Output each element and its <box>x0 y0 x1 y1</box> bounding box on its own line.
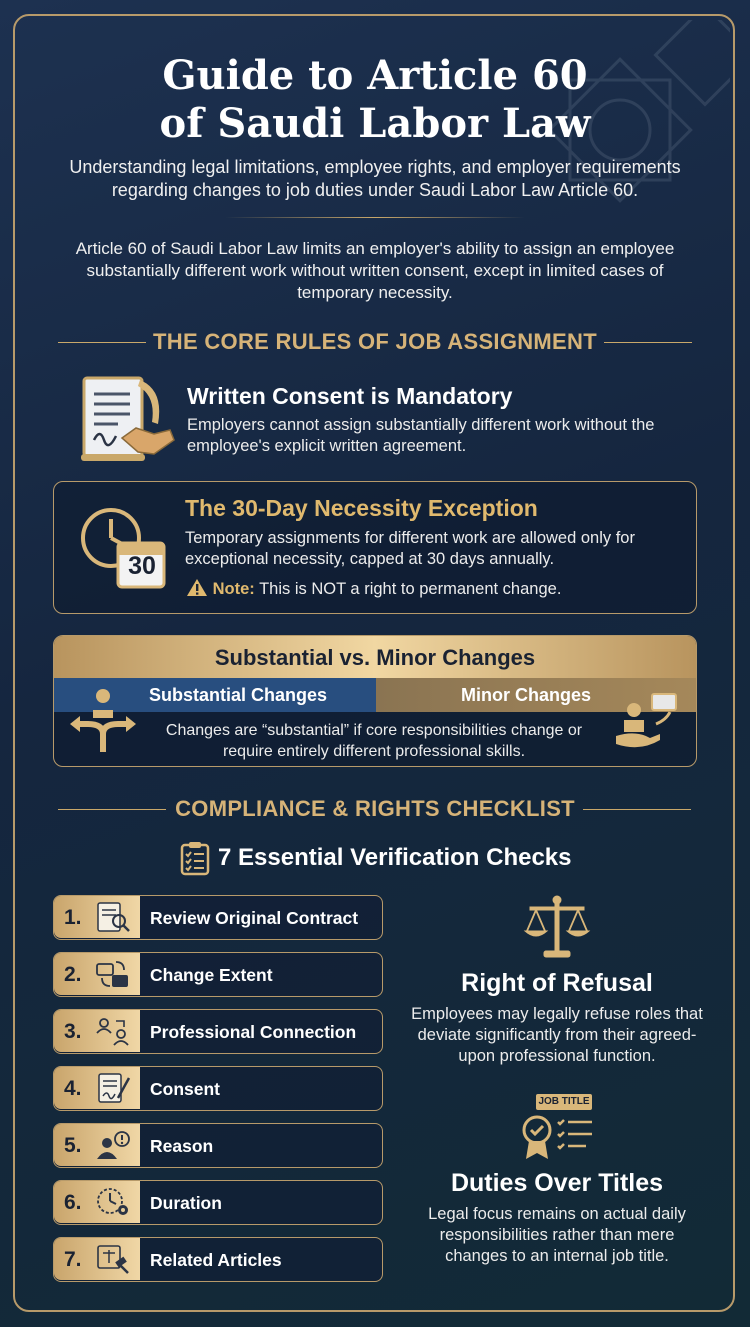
clipboard-checklist-icon <box>180 840 210 876</box>
person-alert-icon <box>94 1129 132 1161</box>
heading-line-left <box>58 809 166 810</box>
heading-line-left <box>58 342 146 343</box>
check-number: 3. <box>64 1020 82 1043</box>
check-item-3 <box>53 1009 383 1054</box>
heading-line-right <box>583 809 691 810</box>
check-number: 4. <box>64 1077 82 1100</box>
check-item-1 <box>53 895 383 940</box>
checklist-heading <box>0 796 750 822</box>
heading-line-right <box>604 342 692 343</box>
consent-text: Employers cannot assign substantially different work without the employee's explicit written agreement. <box>187 416 655 455</box>
necessity-title: The 30-Day Necessity Exception <box>185 495 538 521</box>
duties-title: Duties Over Titles <box>450 1169 664 1197</box>
job-title-badge: JOB TITLE <box>536 1094 592 1110</box>
people-connection-icon <box>94 1015 132 1047</box>
check-label: Consent <box>150 1079 220 1099</box>
consent-title: Written Consent is Mandatory <box>187 383 513 409</box>
necessity-note <box>186 578 561 599</box>
calendar-number: 30 <box>128 552 156 580</box>
check-label: Duration <box>150 1193 222 1213</box>
necessity-text: Temporary assignments for different work are allowed only for exceptional necessity, capped at 30 days annually. <box>185 529 635 568</box>
check-number: 7. <box>64 1248 82 1271</box>
page-subtitle: Understanding legal limitations, employee rights, and employer requirements regarding changes to job duties under Saudi Labor Law Article 60. <box>69 157 681 200</box>
check-label: Related Articles <box>150 1250 282 1270</box>
check-number: 2. <box>64 963 82 986</box>
core-rules-heading <box>0 329 750 355</box>
comparison-title: Substantial vs. Minor Changes <box>54 636 696 678</box>
divider <box>225 217 525 218</box>
refusal-title: Right of Refusal <box>461 969 653 997</box>
checks-title: 7 Essential Verification Checks <box>218 844 572 871</box>
briefcase-transfer-icon <box>94 958 132 990</box>
check-number: 5. <box>64 1134 82 1157</box>
check-item-6 <box>53 1180 383 1225</box>
check-label: Change Extent <box>150 965 273 985</box>
note-text: This is NOT a right to permanent change. <box>259 580 562 598</box>
note-label: Note: <box>212 580 255 598</box>
scales-of-justice-icon <box>522 893 592 961</box>
intro-paragraph: Article 60 of Saudi Labor Law limits an employer's ability to assign an employee substantially different work without written consent, except in limited cases of temporary necessity. <box>75 239 675 302</box>
checklist-heading-text: COMPLIANCE & RIGHTS CHECKLIST <box>175 796 575 821</box>
check-number: 1. <box>64 906 82 929</box>
minor-adjustment-icon <box>612 690 680 752</box>
contract-handshake-icon <box>78 372 178 464</box>
check-number: 6. <box>64 1191 82 1214</box>
check-item-4 <box>53 1066 383 1111</box>
clock-gear-icon <box>94 1186 132 1218</box>
signed-document-icon <box>94 1072 132 1104</box>
minor-changes-label: Minor Changes <box>376 678 697 712</box>
diverging-path-icon <box>68 686 138 754</box>
title-line-2: of Saudi Labor Law <box>159 100 591 147</box>
check-item-7 <box>53 1237 383 1282</box>
substantial-changes-label: Substantial Changes <box>54 678 376 712</box>
duties-text: Legal focus remains on actual daily responsibilities rather than mere changes to an internal job title. <box>428 1205 686 1265</box>
check-label: Review Original Contract <box>150 908 359 928</box>
substantial-vs-minor-card <box>53 635 697 767</box>
law-gavel-icon <box>94 1243 132 1275</box>
check-label: Reason <box>150 1136 214 1156</box>
award-checklist-icon <box>520 1112 596 1162</box>
check-item-2 <box>53 952 383 997</box>
warning-icon <box>186 578 208 597</box>
check-item-5 <box>53 1123 383 1168</box>
title-line-1: Guide to Article 60 <box>162 52 588 99</box>
contract-search-icon <box>94 901 132 933</box>
check-label: Professional Connection <box>150 1022 357 1042</box>
core-rules-heading-text: THE CORE RULES OF JOB ASSIGNMENT <box>153 329 597 354</box>
refusal-text: Employees may legally refuse roles that deviate significantly from their agreed-upon professional function. <box>411 1005 703 1065</box>
comparison-text: Changes are “substantial” if core responsibilities change or require entirely different professional skills. <box>165 722 583 760</box>
